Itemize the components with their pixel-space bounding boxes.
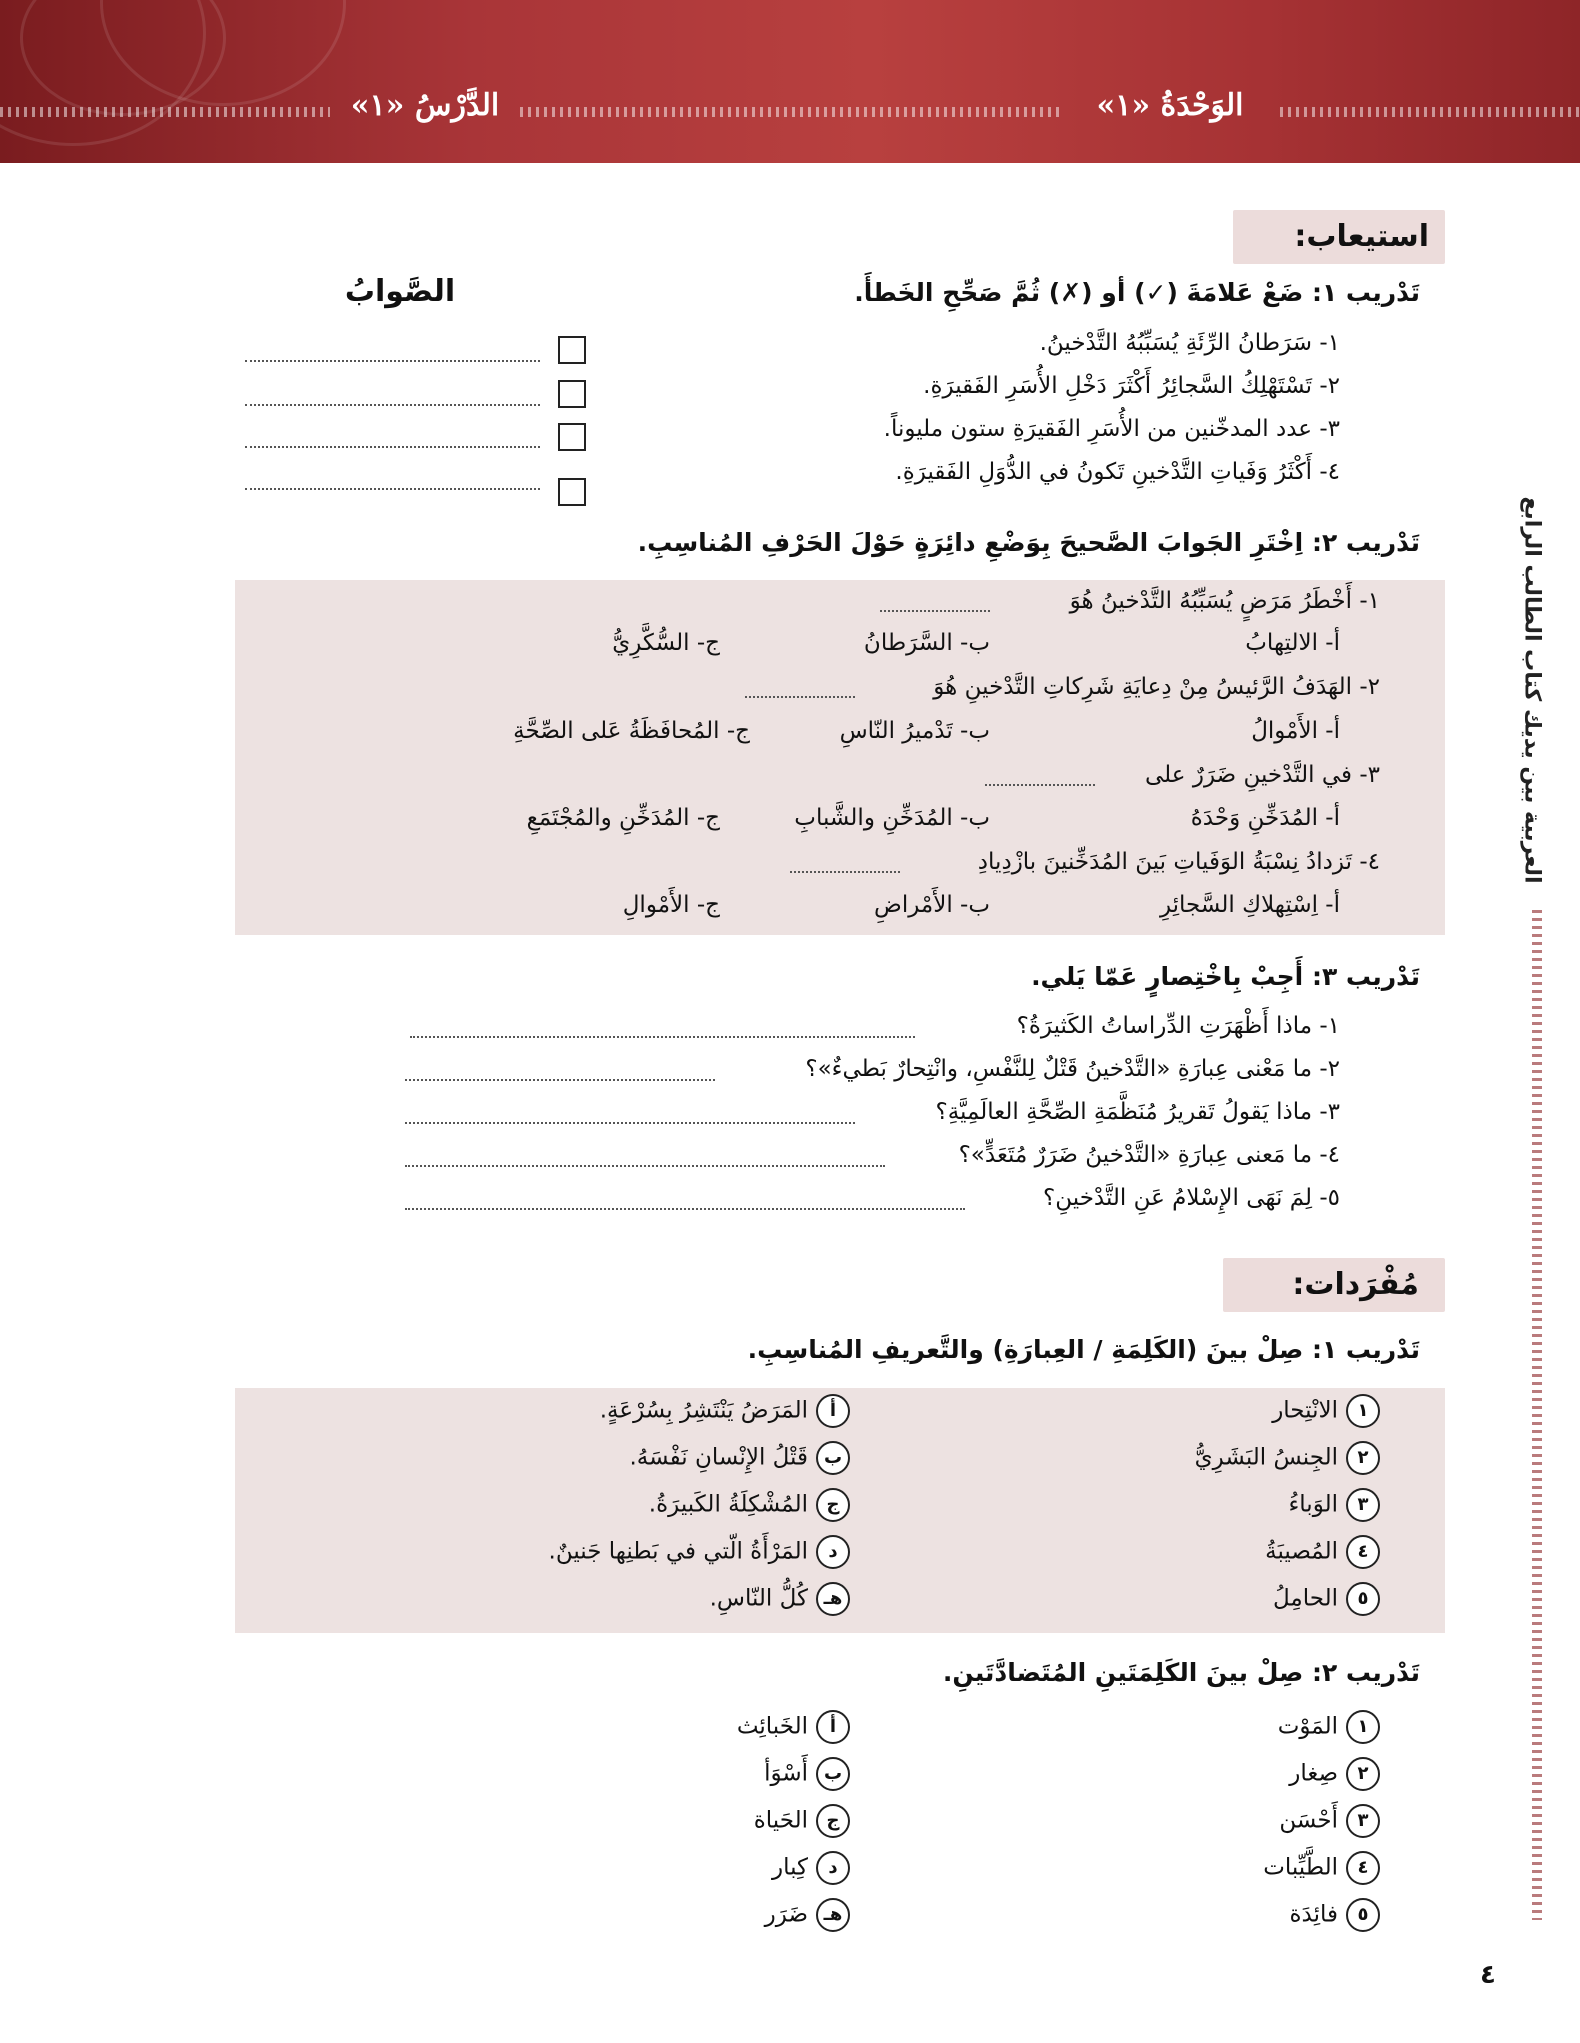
tf-statement-2: ٢- تَسْتَهْلِكُ السَّجائِرُ أَكْثَرَ دَخْلِ الأُسَرِ الفَقيرَةِ. [923,373,1340,399]
mcq-3-option-c[interactable]: ج- المُدَخِّنِ والمُجْتَمَعِ [526,805,720,831]
antonym-word-1[interactable]: ١المَوْت [1100,1710,1380,1744]
mcq-blank-4 [790,871,900,873]
match-word-4[interactable]: ٤المُصيبَةُ [1060,1535,1380,1569]
side-decorative-border [1532,910,1542,1920]
match-word-3[interactable]: ٣الوَباءُ [1060,1488,1380,1522]
tf-statement-3: ٣- عدد المدخّنين من الأُسَرِ الفَقيرَةِ ستون مليوناً. [883,416,1340,442]
short-question-1: ١- ماذا أَظْهَرَتِ الدِّراساتُ الكَثيرَةُ؟ [1016,1013,1340,1039]
answer-header: الصَّوابُ [344,274,456,309]
short-question-5: ٥- لِمَ نَهَى الإِسْلامُ عَنِ التَّدْخينِ؟ [1043,1185,1340,1211]
antonym-option-e[interactable]: هـضَرَر [600,1898,850,1932]
antonym-option-a[interactable]: أالخَبائِث [600,1710,850,1744]
match-word-5[interactable]: ٥الحامِلُ [1060,1582,1380,1616]
unit-label: الوَحْدَةُ «١» [1096,88,1244,123]
comprehension-ex1-title: تَدْريب ١: ضَعْ عَلامَةَ (✓) أو (✗) ثُمَّ صَحِّحِ الخَطأَ. [854,278,1420,307]
vocabulary-ex2-title: تَدْريب ٢: صِلْ بينَ الكَلِمَتَينِ المُتَضادَّتَينِ. [942,1658,1420,1687]
mcq-question-3: ٣- في التَّدْخينِ ضَرَرٌ على [1145,762,1380,788]
match-definition-e[interactable]: هـكُلُّ النّاسِ. [450,1582,850,1616]
answer-line-5[interactable] [405,1208,965,1210]
antonym-word-2[interactable]: ٢صِغار [1100,1757,1380,1791]
mcq-3-option-a[interactable]: أ- المُدَخِّنِ وَحْدَهُ [1190,805,1340,831]
page-header [0,0,1580,163]
answer-line-1[interactable] [410,1036,915,1038]
antonym-word-5[interactable]: ٥فائِدَة [1100,1898,1380,1932]
mcq-2-option-b[interactable]: ب- تَدْميرُ النّاسِ [839,718,990,744]
match-definition-b[interactable]: بقَتْلُ الإِنْسانِ نَفْسَهُ. [450,1441,850,1475]
mcq-question-1: ١- أَخْطَرُ مَرَضٍ يُسَبِّبُهُ التَّدْخينُ هُوَ [1069,588,1380,614]
match-definition-a[interactable]: أالمَرَضُ يَنْتَشِرُ بِسُرْعَةٍ. [450,1394,850,1428]
mcq-2-option-c[interactable]: ج- المُحافَظَةُ عَلى الصِّحَّةِ [513,718,750,744]
mcq-2-option-a[interactable]: أ- الأَمْوالُ [1251,718,1340,744]
correction-line-3[interactable] [245,446,540,448]
mcq-blank-2 [745,696,855,698]
mcq-4-option-a[interactable]: أ- اِسْتِهلاكِ السَّجائِرِ [1159,892,1340,918]
answer-line-3[interactable] [405,1122,855,1124]
antonym-word-4[interactable]: ٤الطَّيِّبات [1100,1851,1380,1885]
match-definition-c[interactable]: جالمُشْكِلَةُ الكَبيرَةُ. [450,1488,850,1522]
mcq-blank-3 [985,784,1095,786]
match-word-2[interactable]: ٢الجِنسُ البَشَرِيُّ [1060,1441,1380,1475]
mcq-1-option-b[interactable]: ب- السَّرَطانُ [863,630,990,656]
match-definition-d[interactable]: دالمَرْأَةُ الّتي في بَطنِها جَنينٌ. [450,1535,850,1569]
mcq-4-option-b[interactable]: ب- الأَمْراضِ [874,892,990,918]
mcq-question-2: ٢- الهَدَفُ الرَّئيسُ مِنْ دِعايَةِ شَرِكاتِ التَّدْخينِ هُوَ [933,674,1380,700]
tf-statement-4: ٤- أَكْثَرُ وَفَياتِ التَّدْخينِ تَكونُ في الدُّوَلِ الفَقيرَةِ. [895,459,1340,485]
tf-statement-1: ١- سَرَطانُ الرِّئَةِ يُسَبِّبُهُ التَّدْخينُ. [1039,330,1340,356]
short-question-4: ٤- ما مَعنى عِبارَةِ «التَّدْخينُ ضَرَرٌ مُتَعَدٍّ»؟ [958,1142,1340,1168]
mcq-1-option-a[interactable]: أ- الالتِهابُ [1245,630,1340,656]
short-question-3: ٣- ماذا يَقولُ تَقريرُ مُنَظَّمَةِ الصِّحَّةِ العالَمِيَّةِ؟ [935,1099,1340,1125]
tf-checkbox-3[interactable] [558,423,586,451]
short-question-2: ٢- ما مَعْنى عِبارَةِ «التَّدْخينُ قَتْلٌ لِلنَّفْسِ، وانْتِحارٌ بَطيءٌ»؟ [805,1056,1340,1082]
antonym-option-c[interactable]: جالحَياة [600,1804,850,1838]
mcq-question-4: ٤- تَزدادُ نِسْبَةُ الوَفَياتِ بَينَ المُدَخِّنينَ بازْدِيادِ [977,849,1380,875]
mcq-3-option-b[interactable]: ب- المُدَخِّنِ والشَّبابِ [794,805,990,831]
tf-checkbox-2[interactable] [558,380,586,408]
page-number: ٤ [1480,1960,1496,1990]
mcq-blank-1 [880,610,990,612]
vocabulary-ex1-title: تَدْريب ١: صِلْ بينَ (الكَلِمَةِ / العِبارَةِ) والتَّعريفِ المُناسِبِ. [747,1335,1420,1364]
answer-line-2[interactable] [405,1079,715,1081]
book-side-title: العربية بين يديك كتاب الطالب الرابع [1519,496,1545,884]
tf-checkbox-1[interactable] [558,336,586,364]
answer-line-4[interactable] [405,1165,885,1167]
comprehension-ex2-title: تَدْريب ٢: اِخْتَرِ الجَوابَ الصَّحيحَ بِوَضْعِ دائِرَةٍ حَوْلَ الحَرْفِ المُناسِبِ. [637,528,1420,557]
correction-line-2[interactable] [245,404,540,406]
match-word-1[interactable]: ١الانْتِحار [1060,1394,1380,1428]
comprehension-ex3-title: تَدْريب ٣: أَجِبْ بِاخْتِصارٍ عَمّا يَلي. [1031,962,1420,991]
correction-line-1[interactable] [245,360,540,362]
tf-checkbox-4[interactable] [558,478,586,506]
vocabulary-title: مُفْرَدات: [1292,1267,1419,1302]
comprehension-title: استيعاب: [1294,219,1429,254]
mcq-4-option-c[interactable]: ج- الأَمْوالِ [622,892,720,918]
lesson-label: الدَّرْسُ «١» [350,88,500,123]
correction-line-4[interactable] [245,488,540,490]
antonym-option-d[interactable]: دكِبار [600,1851,850,1885]
antonym-word-3[interactable]: ٣أَحْسَن [1100,1804,1380,1838]
mcq-1-option-c[interactable]: ج- السُّكَّرِيُّ [612,630,720,656]
antonym-option-b[interactable]: بأَسْوَأ [600,1757,850,1791]
